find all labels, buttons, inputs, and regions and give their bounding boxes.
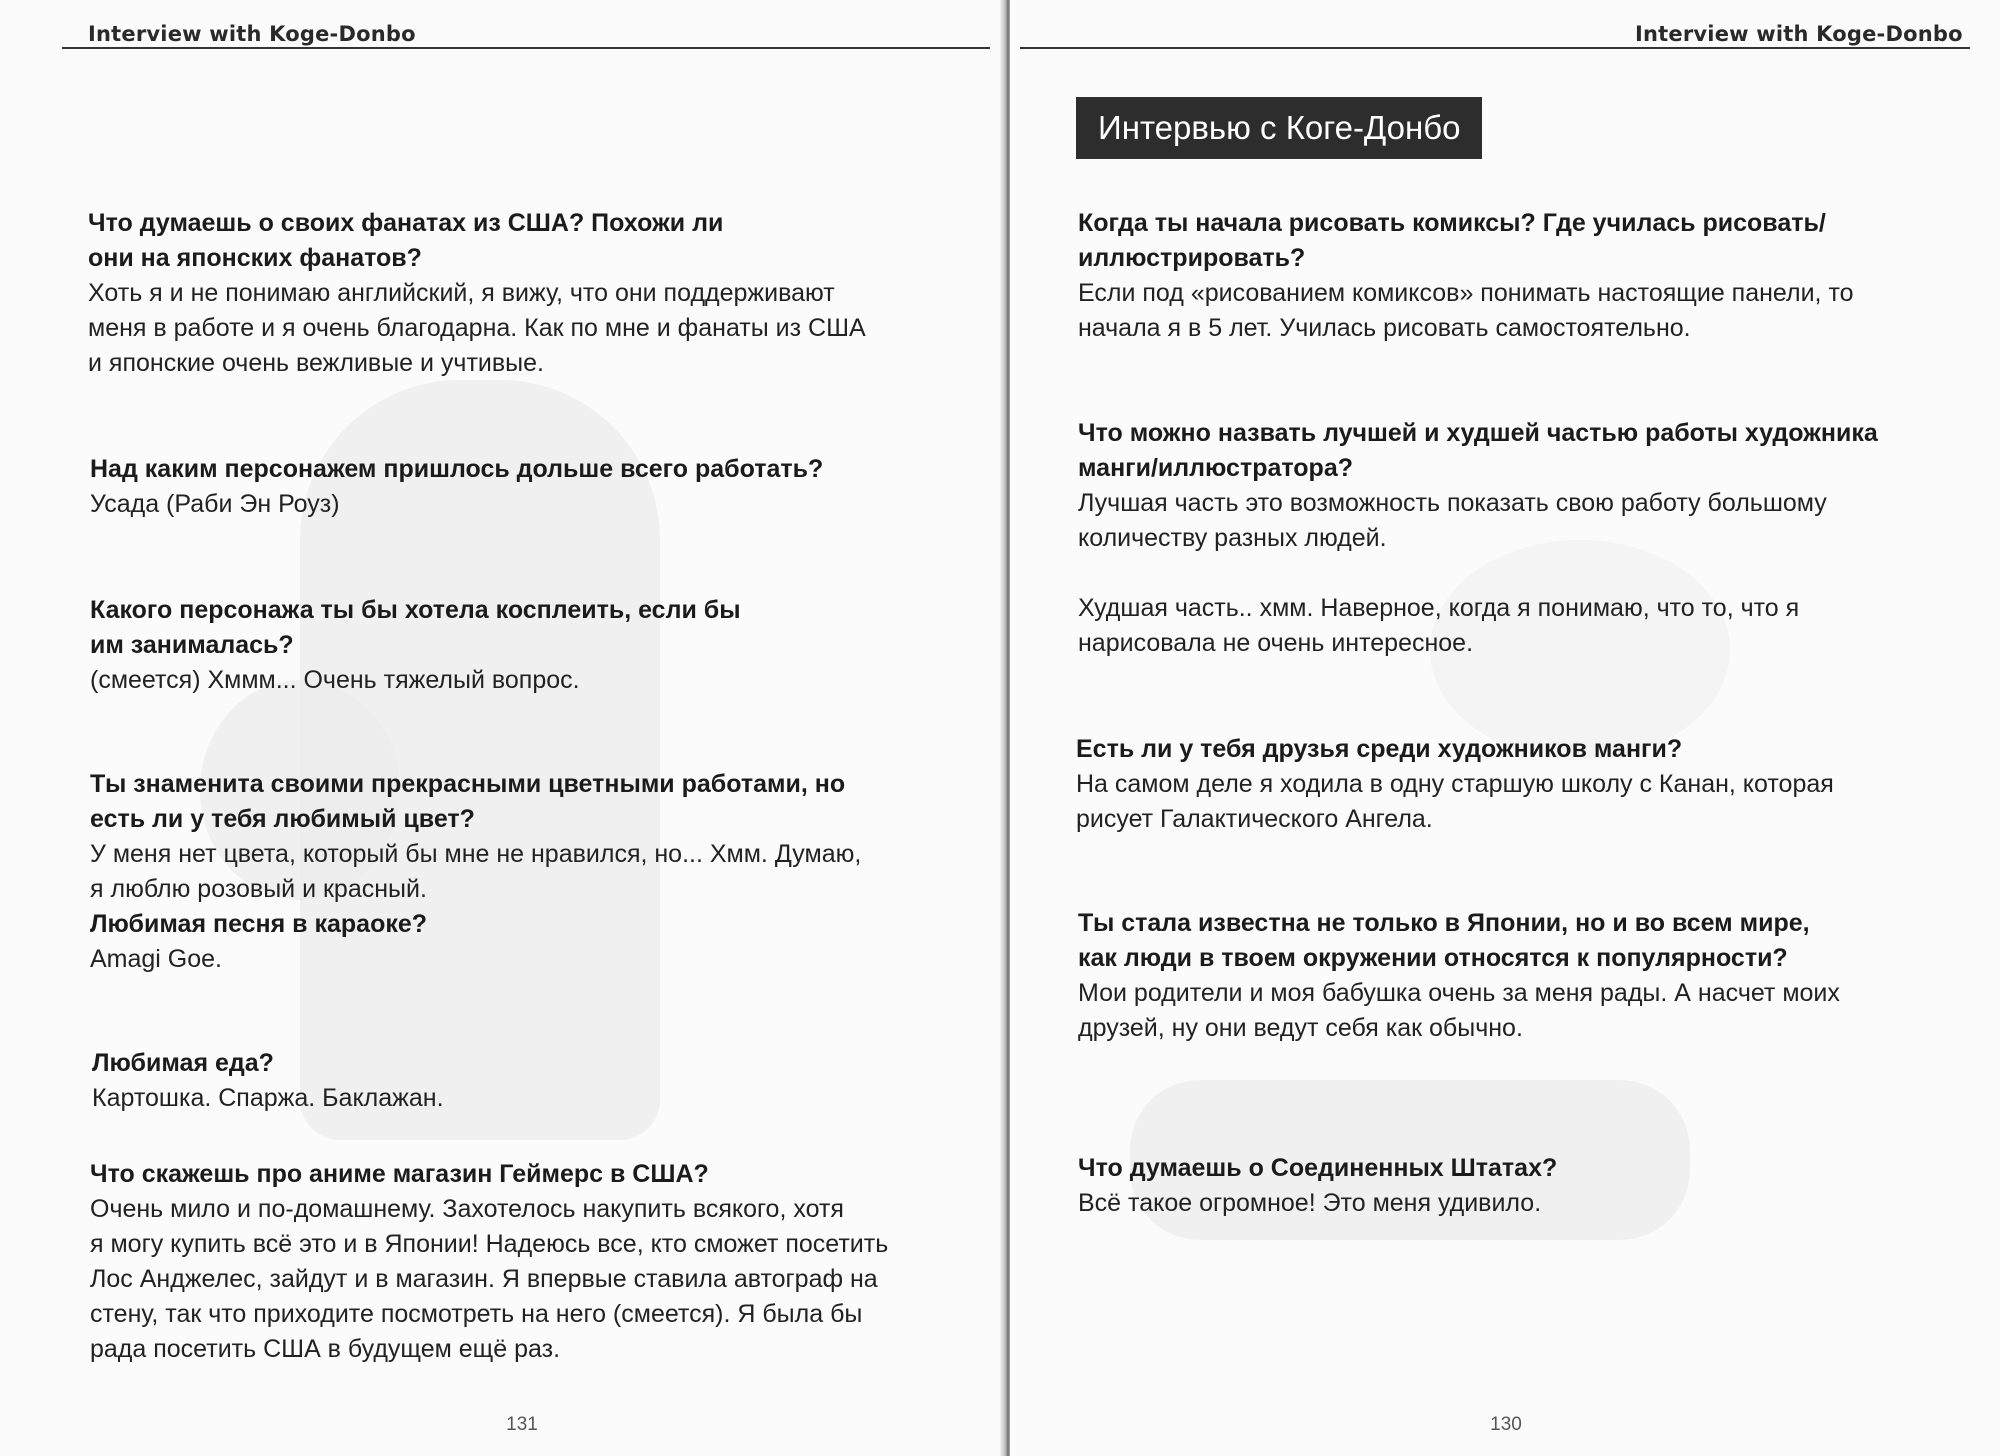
question: Что можно назвать лучшей и худшей частью работы художника манги/иллюстратора?: [1078, 419, 1878, 482]
answer: Усада (Раби Эн Роуз): [90, 490, 340, 518]
question: Что думаешь о Соединенных Штатах?: [1078, 1154, 1558, 1182]
question: Любимая еда?: [92, 1049, 274, 1077]
question: Какого персонажа ты бы хотела косплеить, если бы им занималась?: [90, 596, 741, 659]
answer: Хоть я и не понимаю английский, я вижу, что они поддерживают меня в работе и я очень благодарна. Как по мне и фанаты из США и японские очень вежливые и учтивые.: [88, 279, 866, 377]
paragraph-spacer: [1078, 556, 1988, 591]
running-head: Interview with Koge-Donbo: [1635, 22, 1963, 46]
qa-block: [90, 1157, 990, 1367]
question: Когда ты начала рисовать комиксы? Где училась рисовать/ иллюстрировать?: [1078, 209, 1826, 272]
question: Что скажешь про аниме магазин Геймерс в США?: [90, 1160, 709, 1188]
answer: Если под «рисованием комиксов» понимать настоящие панели, то начала я в 5 лет. Училась рисовать самостоятельно.: [1078, 279, 1854, 342]
page-number: 130: [1490, 1414, 1522, 1435]
qa-block: [90, 767, 970, 977]
header-rule: [1020, 47, 1970, 49]
question: Есть ли у тебя друзья среди художников манги?: [1076, 735, 1683, 763]
qa-block: [1078, 206, 1978, 346]
page-title: Интервью с Коге-Донбо: [1076, 97, 1482, 159]
answer: Картошка. Спаржа. Баклажан.: [92, 1084, 444, 1112]
qa-block: [1076, 732, 1976, 837]
qa-block: [92, 1046, 972, 1116]
answer: У меня нет цвета, который бы мне не нравился, но... Хмм. Думаю, я люблю розовый и красный.: [90, 840, 862, 903]
answer: На самом деле я ходила в одну старшую школу с Канан, которая рисует Галактического Ангела.: [1076, 770, 1834, 833]
qa-block: [88, 206, 968, 381]
question: Что думаешь о своих фанатах из США? Похожи ли они на японских фанатов?: [88, 209, 724, 272]
right-page: [1010, 0, 2000, 1456]
answer: Всё такое огромное! Это меня удивило.: [1078, 1189, 1542, 1217]
qa-block: [1078, 1151, 1978, 1221]
running-head: Interview with Koge-Donbo: [88, 22, 416, 46]
page-number: 131: [506, 1414, 538, 1435]
question: Ты знаменита своими прекрасными цветными работами, но есть ли у тебя любимый цвет?: [90, 770, 846, 833]
answer: Худшая часть.. хмм. Наверное, когда я понимаю, что то, что я нарисовала не очень интересное.: [1078, 594, 1800, 657]
header-rule: [62, 47, 990, 49]
qa-block: [90, 593, 970, 698]
question: Любимая песня в караоке?: [90, 910, 428, 938]
answer: Очень мило и по-домашнему. Захотелось накупить всякого, хотя я могу купить всё это и в Японии! Надеюсь все, кто сможет посетить Лос Анджелес, зайдут и в магазин. Я впервые ставила автограф на стену, так что приходите посмотреть на него (смеется). Я была бы рада посетить США в будущем ещё раз.: [90, 1195, 889, 1363]
question: Ты стала известна не только в Японии, но и во всем мире, как люди в твоем окружении относятся к популярности?: [1078, 909, 1810, 972]
answer: (смеется) Хммм... Очень тяжелый вопрос.: [90, 666, 580, 694]
qa-block: [1078, 416, 1988, 661]
qa-block: [1078, 906, 1978, 1046]
answer: Amagi Goe.: [90, 945, 223, 973]
answer: Лучшая часть это возможность показать свою работу большому количеству разных людей.: [1078, 489, 1827, 552]
qa-block: [90, 452, 970, 522]
question: Над каким персонажем пришлось дольше всего работать?: [90, 455, 824, 483]
answer: Мои родители и моя бабушка очень за меня рады. А насчет моих друзей, ну они ведут себя как обычно.: [1078, 979, 1840, 1042]
